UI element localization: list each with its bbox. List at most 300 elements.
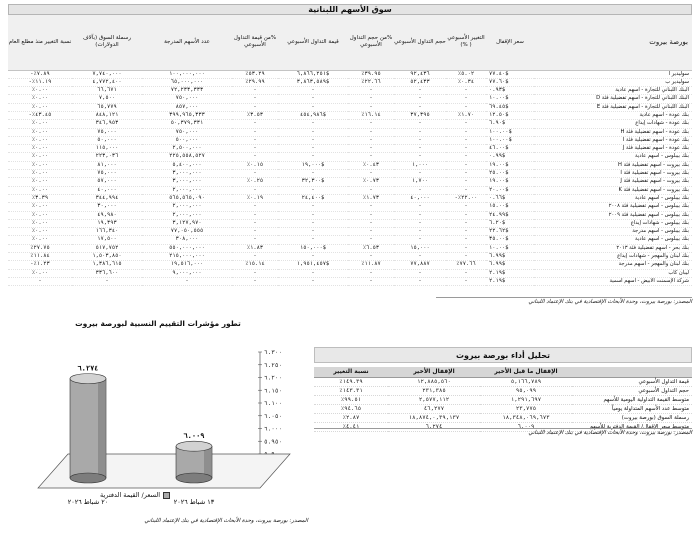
y-tick-label: ٦.١٠٠: [264, 400, 283, 407]
table-cell: ٨٥٧,٠٠٠: [142, 103, 232, 111]
analysis-cell: ٢٣١,٣٨٥: [388, 386, 480, 395]
table-cell: ٣٤٦,٩٥٣: [72, 120, 142, 128]
table-cell: -: [446, 244, 486, 252]
table-cell: -: [232, 228, 278, 236]
table-cell: ٠.٠٠٪: [8, 87, 72, 95]
table-cell: ٧٧.٦٦٪: [446, 261, 486, 269]
header-market-cap: رسملة السوق (بآلاف الدولارات): [72, 15, 142, 70]
table-cell: -: [394, 145, 446, 153]
table-row: [8, 228, 692, 236]
table-cell: ٢٩.٩٩٪: [232, 78, 278, 86]
stock-name: البنك اللبناني للتجارة - أسهم تفضيلية فئة D: [534, 95, 692, 103]
table-cell: -: [278, 277, 348, 285]
table-row: [8, 244, 692, 252]
table-cell: ١,٥٠٣,٨٥٠: [72, 253, 142, 261]
table-cell: ٦٦,٦٧١: [72, 87, 142, 95]
analysis-cell: ١٤٣.٣١٪: [314, 386, 388, 395]
table-cell: -: [446, 120, 486, 128]
stock-name: بنك بحر - أسهم تفضيلية فئة ٢٠١٣: [534, 244, 692, 252]
table-cell: $٦.٩٩: [486, 253, 534, 261]
table-cell: -: [446, 136, 486, 144]
table-cell: ٠.٠٠٪: [8, 161, 72, 169]
analysis-cell: ٦.٠٠٩: [480, 422, 572, 431]
table-cell: ٢,٥٠٠,٠٠٠: [142, 145, 232, 153]
table-cell: $٧٧.٤٠: [486, 70, 534, 78]
analysis-cell: ١٨,٣٤٨,٠٦٩,٦٧٣: [480, 413, 572, 422]
table-cell: ١١٥,٠٠٠: [72, 145, 142, 153]
stock-name: بنك عودة - أسهم تفضيلية فئة I: [534, 136, 692, 144]
table-cell: ١,٣٨٦,٦١٥: [72, 261, 142, 269]
page-title: سوق الأسهم اللبنانية: [8, 4, 692, 15]
table-cell: -: [394, 153, 446, 161]
table-cell: ٤٠,٠٠٠: [394, 194, 446, 202]
table-cell: ٦.٥٣٪: [348, 244, 394, 252]
bar-base: [70, 473, 106, 483]
table-cell: -: [394, 95, 446, 103]
table-cell: ٤٩,٩٨٠: [72, 211, 142, 219]
table-cell: ٩٢,٤٣٦: [394, 70, 446, 78]
pb-chart: [8, 330, 308, 515]
table-cell: ١.٧٣٪: [348, 194, 394, 202]
table-cell: ١١.٨٧٪: [348, 261, 394, 269]
stock-name: بنك بيبلوس - أسهم عادية: [534, 194, 692, 202]
y-tick-label: ٦.٠٠٠: [264, 425, 283, 433]
table-cell: -: [232, 277, 278, 285]
header-volume-pct: %من حجم التداول الأسبوعي: [348, 15, 394, 70]
table-cell: -: [232, 120, 278, 128]
table-cell: -: [232, 95, 278, 103]
table-cell: -: [446, 219, 486, 227]
table-cell: $٦.٩٠: [486, 120, 534, 128]
y-tick-label: ٥.٩٥٠: [264, 438, 283, 446]
table-cell: -: [446, 253, 486, 261]
table-row: [8, 161, 692, 169]
table-cell: -: [232, 145, 278, 153]
table-row: [8, 95, 692, 103]
analysis-header-change: نسبة التغيير: [314, 367, 388, 377]
table-cell: $٢.١٩: [486, 269, 534, 277]
table-cell: ٢٢٣,٠٣٦: [72, 153, 142, 161]
table-row: [8, 194, 692, 202]
table-cell: -: [348, 236, 394, 244]
table-row: [8, 145, 692, 153]
table-cell: -: [394, 277, 446, 285]
table-cell: -: [446, 236, 486, 244]
table-row: [8, 103, 692, 111]
table-cell: -: [394, 219, 446, 227]
table-cell: ٣,٠٠٠,٠٠٠: [142, 178, 232, 186]
table-cell: $٦.٩٩: [486, 261, 534, 269]
table-cell: $٤٥٤,٩٨٦: [278, 111, 348, 119]
table-cell: ٢١٥,٠٠٠,٠٠٠: [142, 253, 232, 261]
table-cell: $٤٦.٠٠: [486, 145, 534, 153]
table-cell: ١٩,٥١٦,٠٠٠: [142, 261, 232, 269]
table-row: [8, 120, 692, 128]
table-cell: $١٥.٠٠: [486, 203, 534, 211]
table-cell: ٥٠٠,٠٠٠: [142, 136, 232, 144]
table-cell: ٠.٠٠٪: [8, 136, 72, 144]
table-cell: ٠.٠٠٪: [8, 170, 72, 178]
chart-legend: [100, 491, 170, 499]
table-cell: -: [232, 236, 278, 244]
table-cell: $١٩,٠٠٠: [278, 161, 348, 169]
analysis-row: [314, 386, 692, 395]
table-cell: ٠.٠٠٪: [8, 103, 72, 111]
table-cell: ٠.٧٣٪: [348, 178, 394, 186]
table-cell: ١,٠٠٠: [394, 161, 446, 169]
table-cell: -: [348, 128, 394, 136]
table-cell: -: [394, 236, 446, 244]
header-price: سعر الإقفال: [486, 15, 534, 70]
stock-name: البنك اللبناني للتجارة - أسهم تفضيلية فئة E: [534, 103, 692, 111]
table-cell: $٢٢.٦٢: [486, 228, 534, 236]
table-cell: ٥٠,٠٠٠: [72, 136, 142, 144]
table-cell: ٠.٠٠٪: [8, 178, 72, 186]
analysis-row: [314, 413, 692, 422]
table-cell: -: [278, 203, 348, 211]
data-label: ٦.٠٠٩: [183, 432, 205, 441]
table-row: [8, 87, 692, 95]
table-cell: -: [72, 277, 142, 285]
table-cell: -: [232, 211, 278, 219]
table-cell: ٠.١٩٪: [232, 194, 278, 202]
stocks-table-header: [8, 15, 692, 70]
stock-name: بنك بيروت - أسهم تفضيلية فئة H: [534, 161, 692, 169]
table-row: [8, 128, 692, 136]
table-cell: $٠.٩٣: [486, 87, 534, 95]
stock-name: سوليدير أ: [534, 70, 692, 78]
analysis-row: [314, 404, 692, 413]
stock-name: بنك بيروت - أسهم تفضيلية فئة I: [534, 170, 692, 178]
analysis-label: قيمة التداول الأسبوعي: [572, 377, 692, 386]
table-cell: -: [142, 277, 232, 285]
table-row: [8, 78, 692, 86]
table-cell: ١٥,٠٠٠: [394, 244, 446, 252]
bar-shade: [98, 379, 106, 478]
table-cell: -: [278, 236, 348, 244]
table-cell: $١٠٠.٠٠: [486, 128, 534, 136]
chart-title: تطور مؤشرات التقييم النسبية لبورصة بيروت: [75, 319, 241, 328]
table-cell: -: [446, 128, 486, 136]
table-cell: -: [446, 277, 486, 285]
table-row: [8, 219, 692, 227]
table-cell: ١.٨٣٪: [232, 244, 278, 252]
table-cell: -: [394, 203, 446, 211]
table-cell: ٧٥٠,٠٠٠: [142, 95, 232, 103]
analysis-cell: ٤٦,٢٧٧: [388, 404, 480, 413]
table-cell: -: [232, 219, 278, 227]
table-cell: ٠.٠٠٪: [8, 145, 72, 153]
table-cell: -: [278, 95, 348, 103]
analysis-cell: ٤.٤١٪: [314, 422, 388, 431]
header-value: قيمة التداول الأسبوعي: [278, 15, 348, 70]
table-cell: ٧,٧٤٠,٠٠٠: [72, 70, 142, 78]
bar-top: [176, 441, 212, 451]
table-cell: $١,٩٥١,٤٥٧: [278, 261, 348, 269]
table-cell: $١٠٠.٠٠: [486, 136, 534, 144]
table-cell: ٠.٠٠٪: [8, 120, 72, 128]
table-cell: ١٦٦,٣٤٠: [72, 228, 142, 236]
table-cell: ٥.٠٢٪: [446, 70, 486, 78]
table-cell: -: [446, 228, 486, 236]
stock-name: بنك عودة - أسهم تفضيلية فئة H: [534, 128, 692, 136]
y-tick-label: ٦.٢٥٠: [264, 361, 283, 369]
table-cell: -: [394, 228, 446, 236]
table-row: [8, 253, 692, 261]
data-label: ٦.٢٧٤: [77, 364, 99, 373]
table-cell: ٢,٠٠٠,٠٠٠: [142, 211, 232, 219]
table-cell: -: [278, 120, 348, 128]
table-cell: ٣٩.٩٥٪: [348, 70, 394, 78]
table-cell: ٢٢.٠٠٪-: [446, 194, 486, 202]
table-cell: ١٩,٣٩٣: [72, 219, 142, 227]
table-row: [8, 111, 692, 119]
header-listed-shares: عدد الأسهم المدرجة: [142, 15, 232, 70]
table-cell: ٠.٠٠٪: [8, 186, 72, 194]
table-cell: $٣٢,٣٠٠: [278, 178, 348, 186]
bar-base: [176, 473, 212, 483]
table-cell: -: [394, 87, 446, 95]
table-cell: ٧٥,٠٠٠: [72, 128, 142, 136]
table-cell: -: [394, 269, 446, 277]
table-cell: -: [394, 211, 446, 219]
table-cell: $٦.٢٠: [486, 219, 534, 227]
legend-label: السعر/ القيمة الدفترية: [100, 491, 161, 499]
table-cell: -: [232, 170, 278, 178]
table-cell: -: [278, 87, 348, 95]
table-cell: ٣,١٢٧,٩٧٠: [142, 219, 232, 227]
table-cell: -: [278, 170, 348, 178]
table-cell: ٥١٧,٧٥٢: [72, 244, 142, 252]
x-tick-label: ٢٠ شباط ٢٠٢٦: [67, 498, 109, 506]
stock-name: بنك بيروت - أسهم تفضيلية فئة J: [534, 178, 692, 186]
table-cell: -: [446, 153, 486, 161]
table-cell: $٣,٨٦٣,٥٨٩: [278, 78, 348, 86]
analysis-cell: ٢,٥٧٧,١١٢: [388, 395, 480, 404]
table-cell: -: [394, 136, 446, 144]
table-cell: -: [446, 211, 486, 219]
analysis-cell: ٩٩.٥١٪: [314, 395, 388, 404]
table-cell: -: [446, 186, 486, 194]
analysis-label: متوسط عدد الأسهم المتداولة يومياً: [572, 404, 692, 413]
header-ytd-change: نسبة التغيير منذ مطلع العام: [8, 15, 72, 70]
table-cell: -: [278, 253, 348, 261]
table-cell: ٦٥,٠٠٠,٠٠٠: [142, 78, 232, 86]
table-cell: ٠.٠٠٪: [8, 236, 72, 244]
table-cell: ٠.٠٠٪: [8, 128, 72, 136]
table-cell: -: [348, 153, 394, 161]
table-cell: -: [232, 186, 278, 194]
table-cell: $١٢.٥٠: [486, 111, 534, 119]
table-cell: ٦٥,٧٧٩: [72, 103, 142, 111]
table-cell: ٣٠,٠٠٠: [72, 203, 142, 211]
analysis-header-last: الإقفال الأخير: [388, 367, 480, 377]
table-cell: -: [348, 170, 394, 178]
table-cell: ١٦.١٤٪: [348, 111, 394, 119]
stock-name: بنك بيبلوس - شهادات إيداع: [534, 219, 692, 227]
table-cell: $١٠.٠٠: [486, 244, 534, 252]
table-cell: -: [278, 136, 348, 144]
header-weekly-change: التغيير الأسبوعي ( %): [446, 15, 486, 70]
table-cell: ٠.٠٠٪: [8, 228, 72, 236]
table-cell: -: [232, 87, 278, 95]
table-cell: -: [348, 95, 394, 103]
table-cell: -: [348, 186, 394, 194]
table-cell: -: [394, 253, 446, 261]
table-cell: ٠.٠٠٪: [8, 219, 72, 227]
table-cell: -: [348, 277, 394, 285]
header-volume: حجم التداول الأسبوعي: [394, 15, 446, 70]
analysis-label: حجم التداول الأسبوعي: [572, 386, 692, 395]
table-cell: -: [446, 87, 486, 95]
table-cell: -: [278, 219, 348, 227]
table-row: [8, 269, 692, 277]
table-cell: ٣٣٦,٦٠٠: [72, 269, 142, 277]
table-cell: ٥٧,٠٠٠: [72, 178, 142, 186]
y-tick-label: ٦.١٥٠: [264, 387, 283, 395]
analysis-cell: ١٢,٨٨٥,٥٦٠: [388, 377, 480, 386]
table-cell: $٦,٨٦٦,٢٥١: [278, 70, 348, 78]
table-cell: ٠.٤٣٪: [348, 161, 394, 169]
table-cell: ٨١,٠٠٠: [72, 161, 142, 169]
table-cell: $٠.٦٦: [486, 194, 534, 202]
table-cell: -: [348, 219, 394, 227]
analysis-cell: ١٨,٨٧٤,٠,٣٩,١٣٧: [388, 413, 480, 422]
header-name: بورصة بيروت: [534, 15, 692, 70]
analysis-title: تحليل أداء بورصة بيروت: [314, 347, 692, 363]
analysis-cell: ٢٣,٧٧٥: [480, 404, 572, 413]
table-cell: -: [232, 128, 278, 136]
table-cell: ٤٠,٠٠٠: [72, 186, 142, 194]
y-tick-label: ٦.٠٥٠: [264, 412, 283, 420]
table-cell: ٣.٣٩٪: [8, 194, 72, 202]
table-row: [8, 236, 692, 244]
table-cell: ٨٤٨,١٢١: [72, 111, 142, 119]
table-cell: -: [394, 170, 446, 178]
analysis-label: رسملة السوق (بورصة بيروت): [572, 413, 692, 422]
table-cell: $١٩.٠٠: [486, 161, 534, 169]
table-cell: ٠.١٥٪: [232, 161, 278, 169]
table-cell: ٤٣.٤٥٪-: [8, 111, 72, 119]
table-cell: -: [278, 153, 348, 161]
analysis-cell: ١٤٩.٣٩٪: [314, 377, 388, 386]
table-cell: $٧٧.٦٠: [486, 78, 534, 86]
stock-name: سوليدير ب: [534, 78, 692, 86]
analysis-table: [314, 367, 692, 432]
table-cell: ٣,٠٠٠,٠٠٠: [142, 170, 232, 178]
stock-name: بنك عودة - شهادات إيداع: [534, 120, 692, 128]
table-row: [8, 136, 692, 144]
stocks-table: [8, 15, 692, 286]
table-cell: ٥,٤٠٠,٠٠٠: [142, 161, 232, 169]
table-cell: ٧٥٠,٠٠٠: [142, 128, 232, 136]
table-row: [8, 170, 692, 178]
table-cell: $٦٩.٤٥: [486, 103, 534, 111]
stock-name: بنك عودة - أسهم عادية: [534, 111, 692, 119]
table-cell: -: [278, 128, 348, 136]
table-cell: -: [232, 103, 278, 111]
table-row: [8, 70, 692, 78]
table-cell: ٠.٠٠٪: [8, 269, 72, 277]
bar-shade: [204, 446, 212, 478]
table-cell: -: [232, 203, 278, 211]
header-value-pct: %من قيمة التداول الأسبوعي: [232, 15, 278, 70]
table-cell: $٢٤,٤٠٠: [278, 194, 348, 202]
table-cell: ٢,٠٠٠,٠٠٠: [142, 186, 232, 194]
stock-name: بنك عودة - أسهم تفضيلية فئة J: [534, 145, 692, 153]
table-cell: ٠.٢٥٪: [232, 178, 278, 186]
table-cell: -: [446, 178, 486, 186]
analysis-source: المصدر: بورصة بيروت، وحدة الأبحاث الإقتصادية في بنك الإعتماد اللبناني: [314, 428, 692, 436]
analysis-cell: ٩٤.٦٥٪: [314, 404, 388, 413]
table-cell: $١٠.٠٠: [486, 95, 534, 103]
stock-name: بنك بيبلوس - أسهم تفضيلية فئة ٢٠٠٩: [534, 211, 692, 219]
table-cell: ٠.٣٤٪: [446, 78, 486, 86]
table-cell: -: [348, 87, 394, 95]
stock-name: بنك لبنان والمهجر - أسهم مدرجة: [534, 261, 692, 269]
table-row: [8, 277, 692, 285]
table-cell: -: [278, 145, 348, 153]
table-cell: -: [446, 170, 486, 178]
table-cell: $٢.١٩: [486, 277, 534, 285]
table-cell: -: [348, 145, 394, 153]
table-cell: ٧٢,٢٣٣,٣٣٣: [142, 87, 232, 95]
table-row: [8, 178, 692, 186]
analysis-cell: ٩٥,٠٩٩: [480, 386, 572, 395]
source-note: المصدر: بورصة بيروت، وحدة الأبحاث الإقتصادية في بنك الإعتماد اللبناني: [436, 297, 692, 305]
table-cell: ٢٢٥,٥٥٨,٥٢٧: [142, 153, 232, 161]
table-cell: ٣٩٩,٩٦٥,٣٣٣: [142, 111, 232, 119]
legend-swatch: [163, 492, 170, 499]
table-cell: ٧٧,٨٨٧: [394, 261, 446, 269]
table-cell: -: [394, 103, 446, 111]
table-cell: $١٥٠,٠٠٠: [278, 244, 348, 252]
table-cell: $٠.٩٩: [486, 153, 534, 161]
table-cell: $٢٤.٩٩: [486, 211, 534, 219]
table-cell: ٣.٥٣٪: [232, 111, 278, 119]
stock-name: بنك بيبلوس - أسهم عادية: [534, 236, 692, 244]
table-row: [8, 261, 692, 269]
analysis-header: [314, 367, 692, 377]
table-cell: -: [446, 161, 486, 169]
table-cell: ١٧,٥٠٠: [72, 236, 142, 244]
stock-name: بنك بيروت - أسهم تفضيلية فئة K: [534, 186, 692, 194]
stock-name: بنك لبنان والمهجر - شهادات إيداع: [534, 253, 692, 261]
table-cell: $٢٠.٠٠: [486, 186, 534, 194]
stock-name: البنك اللبناني للتجارة - أسهم عادية: [534, 87, 692, 95]
table-cell: -: [446, 95, 486, 103]
table-cell: -: [278, 186, 348, 194]
table-cell: ٠.٠٠٪: [8, 95, 72, 103]
table-cell: ٤,٧٧٢,٤٠٠: [72, 78, 142, 86]
table-cell: ١١.١٩٪-: [8, 78, 72, 86]
table-cell: -: [446, 103, 486, 111]
table-cell: -: [232, 153, 278, 161]
y-tick-label: ٦.٣٠٠: [264, 349, 283, 356]
stock-name: بنك بيبلوس - أسهم تفضيلية فئة ٢٠٠٨: [534, 203, 692, 211]
table-row: [8, 186, 692, 194]
y-tick-label: ٦.٢٠٠: [264, 374, 283, 382]
table-cell: ١٥.١٤٪: [232, 261, 278, 269]
bar-top: [70, 374, 106, 384]
chart-source: المصدر: بورصة بيروت، وحدة الأبحاث الإقتصادية في بنك الإعتماد اللبناني: [144, 518, 308, 524]
table-cell: ٩,٠٠٠,٠٠٠: [142, 269, 232, 277]
table-cell: -: [8, 277, 72, 285]
table-cell: -: [394, 120, 446, 128]
table-cell: -: [394, 186, 446, 194]
table-cell: ٥٦٥,٥٦٥,٠٩٠: [142, 194, 232, 202]
table-row: [8, 211, 692, 219]
